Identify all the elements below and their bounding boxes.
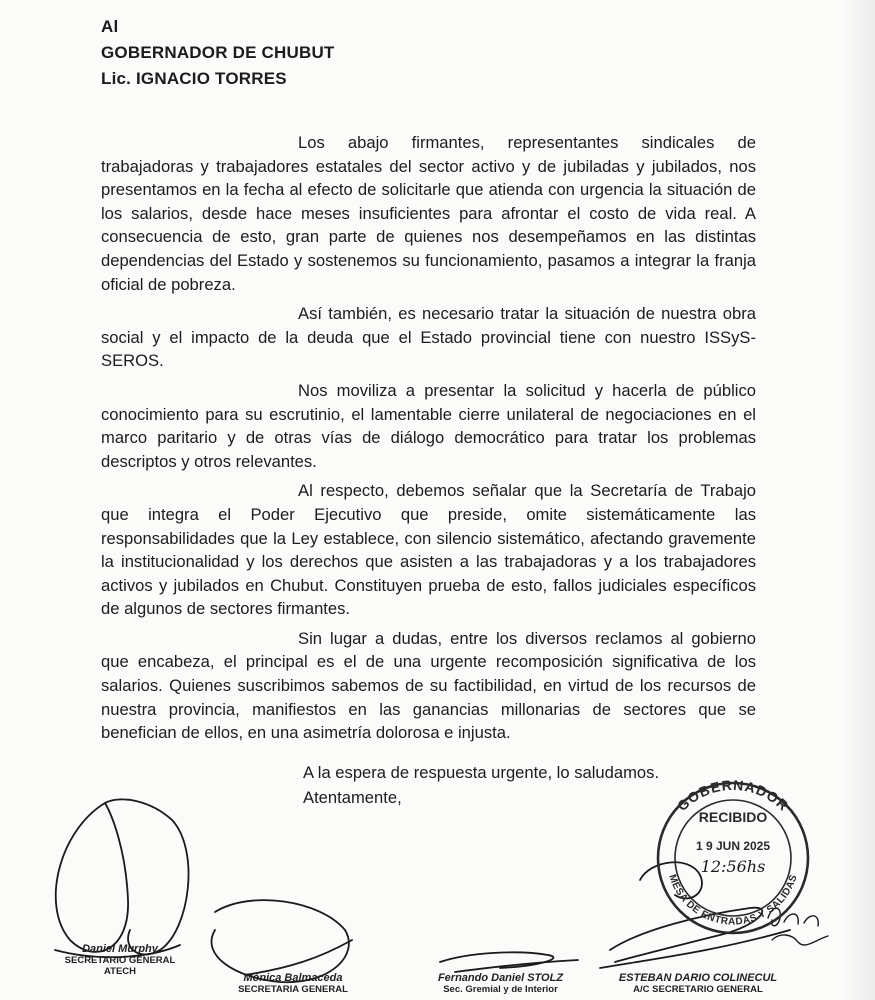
closing-salutation: Atentamente,: [303, 788, 402, 807]
addressee-name: Lic. IGNACIO TORRES: [101, 69, 287, 88]
closing-line: A la espera de respuesta urgente, lo saludamos.: [303, 763, 660, 782]
signature-1-caption: [50, 943, 190, 977]
signature-1-name: Daniel Murphy: [82, 943, 158, 955]
paragraph-secretaria-trabajo: Al respecto, debemos señalar que la Secretaría de Trabajo que integra el Poder Ejecutivo que preside, omite sistemáticamente las responsabilidades que la Ley establece, con silencio sistemático, afectando gravemente la institucionalidad y los derechos que asisten a las trabajadoras y a los trabajadores activos y jubilados en Chubut. Constituyen prueba de esto, fallos judiciales específicos de algunos de sectores firmantes.: [101, 481, 756, 619]
paragraph-main-claim: Sin lugar a dudas, entre los diversos reclamos al gobierno que encabeza, el principal es el de una urgente recomposición significativa de los salarios. Quienes suscribimos sabemos de su factibilidad, en virtud de los recursos de nuestra provincia, manifiestos en las ganancias millonarias de sectores que se benefician de ellos, en una asimetría dolorosa e injusta.: [101, 628, 756, 743]
paragraph-negotiations: Nos moviliza a presentar la solicitud y hacerla de público conocimiento para su escrutinio, el lamentable cierre unilateral de negociaciones en el marco paritario y de otras vías de diálogo democrático para tratar los problemas descriptos y otros relevantes.: [101, 380, 756, 471]
stamp-status: RECIBIDO: [698, 809, 768, 825]
handwritten-initials: [768, 908, 828, 945]
signature-1-org: ATECH: [103, 966, 137, 977]
signature-2-caption: [228, 972, 358, 995]
signature-3-role: Sec. Gremial y de Interior: [443, 984, 558, 995]
signature-4-name: ESTEBAN DARIO COLINECUL: [618, 972, 778, 984]
stamp-bottom-text: MESA DE ENTRADAS Y SALIDAS: [666, 873, 800, 928]
signature-2-role: SECRETARIA GENERAL: [238, 984, 348, 995]
signature-1-role: SECRETARIO GENERAL: [64, 955, 176, 966]
stamp-time-handwritten: 12:56hs: [700, 857, 766, 876]
signature-3-name: Fernando Daniel STOLZ: [437, 972, 564, 984]
signature-1-scribble: [55, 799, 189, 957]
paragraph-salaries: Los abajo firmantes, representantes sindicales de trabajadoras y trabajadores estatales del sector activo y de jubiladas y jubilados, nos presentamos en la fecha al efecto de solicitarle que atienda con urgencia la situación de los salarios, desde hace meses insuficientes para afrontar el costo de vida real. A consecuencia de esto, gran parte de quienes nos desempeñamos en las distintas dependencias del Estado y sostenemos su funcionamiento, pasamos a integrar la franja oficial de pobreza.: [101, 133, 756, 294]
signature-4-caption: [608, 972, 788, 995]
addressee-title: GOBERNADOR DE CHUBUT: [101, 43, 335, 62]
signature-3-caption: [418, 972, 583, 995]
paragraph-obra-social: Así también, es necesario tratar la situación de nuestra obra social y el impacto de la deuda que el Estado provincial tiene con nuestro ISSyS-SEROS.: [101, 304, 756, 371]
stamp-top-text: GOBERNADOR: [673, 776, 793, 815]
received-stamp: [658, 777, 808, 933]
addressee-prefix: Al: [101, 17, 119, 36]
stamp-date: 1 9 JUN 2025: [695, 839, 771, 853]
signature-2-scribble: [211, 900, 352, 982]
signature-3-scribble: [440, 952, 578, 972]
signature-2-name: Mónica Balmaceda: [243, 972, 343, 984]
signature-4-role: A/C SECRETARIO GENERAL: [633, 984, 763, 995]
